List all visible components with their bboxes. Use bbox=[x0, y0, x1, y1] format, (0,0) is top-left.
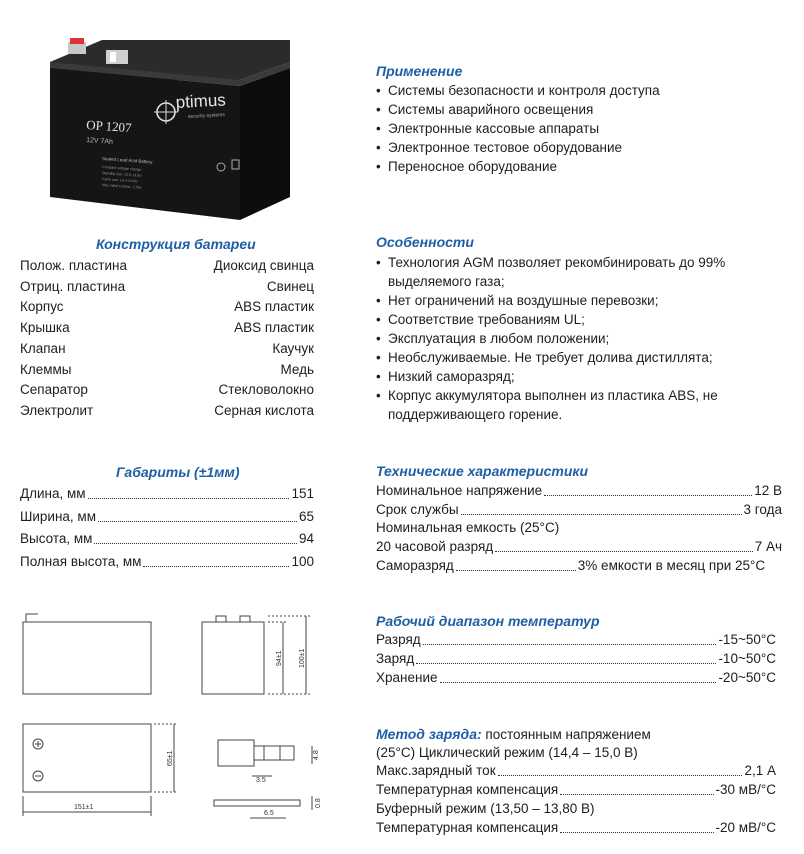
feature-item-line bbox=[376, 386, 725, 405]
temp-value: -15~50°С bbox=[718, 632, 776, 647]
application-text: Электронное тестовое оборудование bbox=[388, 140, 623, 155]
feature-text: Низкий саморазряд; bbox=[388, 369, 515, 384]
dimension-value: 94 bbox=[298, 531, 314, 546]
construction-key: Сепаратор bbox=[20, 382, 88, 398]
construction-row bbox=[20, 339, 314, 359]
spec-capacity: Номинальная емкость (25°С) bbox=[376, 520, 560, 535]
application-text: Электронные кассовые аппараты bbox=[388, 121, 600, 136]
construction-row bbox=[20, 318, 314, 338]
application-list bbox=[376, 81, 660, 176]
application-text: Переносное оборудование bbox=[388, 159, 557, 174]
feature-text: Соответствие требованиям UL; bbox=[388, 312, 585, 327]
bullet-indent bbox=[376, 405, 388, 424]
construction-key: Корпус bbox=[20, 299, 64, 315]
dimension-row bbox=[20, 484, 314, 504]
leader-dots bbox=[423, 643, 717, 645]
leader-dots bbox=[94, 542, 297, 544]
application-item bbox=[376, 138, 660, 157]
leader-dots bbox=[98, 520, 297, 522]
battery-label-small: Sealed Lead Acid Battery bbox=[101, 156, 153, 165]
bullet: • bbox=[376, 331, 381, 346]
dim-label-6-5: 6.5 bbox=[264, 810, 274, 817]
leader-dots bbox=[440, 681, 717, 683]
brand-tagline: security systems bbox=[187, 112, 226, 120]
application-item bbox=[376, 100, 660, 119]
charge-row-comp1: Температурная компенсация -30 мВ/°С bbox=[376, 782, 776, 797]
charge-title: Метод заряда: bbox=[376, 726, 482, 742]
feature-item-line bbox=[376, 405, 725, 424]
application-text: Системы аварийного освещения bbox=[388, 102, 594, 117]
feature-text: Эксплуатация в любом положении; bbox=[388, 331, 610, 346]
spec-row-selfdischarge: Саморазряд 3% емкости в месяц при 25°С bbox=[376, 558, 766, 573]
bullet: • bbox=[376, 369, 381, 384]
specs-title: Технические характеристики bbox=[376, 463, 589, 479]
dim-label-3-5: 3.5 bbox=[256, 777, 266, 784]
construction-title: Конструкция батареи bbox=[96, 236, 256, 252]
construction-row bbox=[20, 360, 314, 380]
construction-value: Каучук bbox=[272, 340, 314, 356]
application-text: Системы безопасности и контроля доступа bbox=[388, 83, 660, 98]
temp-key: Разряд bbox=[376, 632, 421, 647]
temp-value: -10~50°С bbox=[718, 651, 776, 666]
charge-row-max: Макс.зарядный ток 2,1 А bbox=[376, 763, 776, 778]
construction-value: Диоксид свинца bbox=[213, 258, 314, 273]
feature-item-line bbox=[376, 253, 725, 272]
charge-row-comp2: Температурная компенсация -20 мВ/°С bbox=[376, 820, 776, 835]
bullet: • bbox=[376, 293, 381, 308]
bullet: • bbox=[376, 388, 381, 403]
application-title: Применение bbox=[376, 63, 463, 79]
dim-label-100: 100±1 bbox=[299, 648, 306, 668]
dim-label-65: 65±1 bbox=[167, 750, 174, 766]
dim-label-4-8: 4.8 bbox=[313, 750, 320, 760]
dim-label-94: 94±1 bbox=[276, 650, 283, 666]
construction-row bbox=[20, 401, 314, 421]
bullet: • bbox=[376, 140, 381, 155]
construction-value: Свинец bbox=[266, 278, 314, 294]
brand-logo-text: ptimus bbox=[175, 90, 227, 112]
bullet: • bbox=[376, 255, 381, 270]
construction-key: Электролит bbox=[20, 402, 94, 418]
leader-dots bbox=[416, 662, 716, 664]
dimension-value: 151 bbox=[291, 486, 314, 501]
dim-label-151: 151±1 bbox=[74, 804, 94, 811]
feature-item-line bbox=[376, 272, 725, 291]
temp-key: Заряд bbox=[376, 651, 415, 666]
dimension-key: Полная высота, мм bbox=[20, 553, 142, 569]
spec-row-20h: 20 часовой разряд 7 Ач bbox=[376, 539, 782, 554]
battery-label-line: Standby use: 13.5-13.8V bbox=[101, 171, 142, 178]
feature-text: Технология AGM позволяет рекомбинировать до 99% bbox=[388, 255, 726, 270]
dimension-drawings bbox=[18, 606, 330, 830]
construction-row bbox=[20, 297, 314, 317]
charge-buffer: Буферный режим (13,50 – 13,80 В) bbox=[376, 801, 595, 816]
charge-method-line2: (25°С) Циклический режим (14,4 – 15,0 В) bbox=[376, 745, 638, 760]
dimension-row bbox=[20, 552, 314, 572]
feature-text: Корпус аккумулятора выполнен из пластика ABS, не bbox=[388, 388, 718, 403]
feature-text: выделяемого газа; bbox=[388, 274, 505, 289]
bullet: • bbox=[376, 83, 381, 98]
dimension-key: Ширина, мм bbox=[20, 508, 96, 524]
dimension-value: 100 bbox=[291, 553, 314, 569]
battery-model: OP 1207 bbox=[85, 117, 133, 136]
charge-method-line1: Метод заряда: постоянным напряжением bbox=[376, 726, 651, 742]
construction-value: Медь bbox=[280, 361, 314, 377]
construction-key: Клапан bbox=[20, 340, 66, 356]
features-list bbox=[376, 253, 725, 424]
bullet: • bbox=[376, 350, 381, 365]
application-item bbox=[376, 119, 660, 138]
bullet: • bbox=[376, 159, 381, 174]
spec-row-voltage: Номинальное напряжение 12 В bbox=[376, 483, 782, 498]
bullet: • bbox=[376, 312, 381, 327]
leader-dots bbox=[143, 565, 289, 567]
temp-key: Хранение bbox=[376, 670, 438, 685]
dimension-row bbox=[20, 529, 314, 549]
battery-rating: 12V 7Ah bbox=[85, 137, 114, 146]
construction-key: Клеммы bbox=[20, 361, 72, 377]
construction-row bbox=[20, 277, 314, 297]
construction-key: Крышка bbox=[20, 320, 70, 336]
dimensions-title: Габариты (±1мм) bbox=[116, 464, 240, 480]
dimension-key: Длина, мм bbox=[20, 486, 86, 501]
feature-text: Нет ограничений на воздушные перевозки; bbox=[388, 293, 659, 308]
battery-label-line: Constant voltage charge: bbox=[101, 165, 143, 172]
construction-value: Стекловолокно bbox=[218, 382, 314, 398]
feature-item-line bbox=[376, 348, 725, 367]
bullet: • bbox=[376, 121, 381, 136]
application-item bbox=[376, 81, 660, 100]
spec-row-life: Срок службы 3 года bbox=[376, 502, 782, 517]
leader-dots bbox=[88, 497, 290, 499]
construction-row bbox=[20, 256, 314, 276]
temp-value: -20~50°С bbox=[718, 670, 776, 685]
feature-text: Необслуживаемые. Не требует долива дистиллята; bbox=[388, 350, 713, 365]
dim-label-0-8: 0.8 bbox=[315, 798, 322, 808]
temps-title: Рабочий диапазон температур bbox=[376, 613, 600, 629]
temp-row bbox=[376, 630, 776, 650]
dimension-row bbox=[20, 507, 314, 527]
application-item bbox=[376, 157, 660, 176]
battery-label-line: Max initial current: 1.75A bbox=[101, 183, 142, 190]
construction-row bbox=[20, 380, 314, 400]
feature-item-line bbox=[376, 291, 725, 310]
battery-label-line: Cycle use: 14.4-14.9V bbox=[101, 177, 138, 184]
temp-row bbox=[376, 649, 776, 669]
bullet-indent bbox=[376, 272, 388, 291]
construction-key: Полож. пластина bbox=[20, 258, 127, 273]
dimension-key: Высота, мм bbox=[20, 531, 93, 546]
dimension-value: 65 bbox=[298, 508, 314, 524]
feature-text: поддерживающего горение. bbox=[388, 407, 563, 422]
construction-value: Серная кислота bbox=[214, 402, 314, 418]
temp-row bbox=[376, 668, 776, 688]
bullet: • bbox=[376, 102, 381, 117]
construction-key: Отриц. пластина bbox=[20, 278, 126, 294]
feature-item-line bbox=[376, 367, 725, 386]
construction-value: ABS пластик bbox=[234, 299, 314, 315]
construction-value: ABS пластик bbox=[234, 320, 314, 336]
features-title: Особенности bbox=[376, 234, 474, 250]
feature-item-line bbox=[376, 329, 725, 348]
feature-item-line bbox=[376, 310, 725, 329]
battery-photo bbox=[40, 32, 302, 222]
